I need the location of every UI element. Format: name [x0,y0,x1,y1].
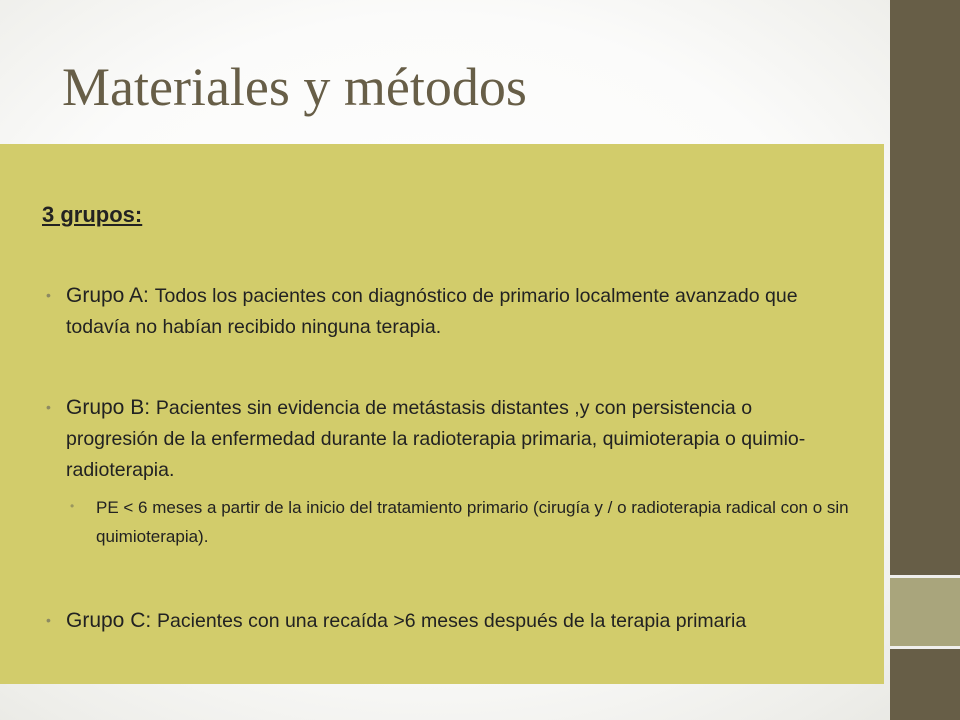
bullet-lead: Grupo A: [66,284,155,307]
bullet-group-a [46,280,846,343]
side-bar-accent-block [890,578,960,646]
side-bar-divider-bottom [890,646,960,649]
sub-bullet-pe [70,493,850,551]
groups-heading: 3 grupos: [42,202,143,227]
bullet-dot-icon: • [46,399,51,415]
bullet-text: Todos los pacientes con diagnóstico de primario localmente avanzado que todavía no habían recibido ninguna terapia. [66,285,798,338]
bullet-group-b [46,392,846,486]
content-panel [0,144,884,684]
bullet-lead: Grupo C: [66,609,158,632]
sub-bullet-text: PE < 6 meses a partir de la inicio del tratamiento primario (cirugía y / o radioterapia radical con o sin quimioterapia). [96,498,849,546]
bullet-dot-icon: • [46,612,51,628]
bullet-group-c [46,605,846,637]
sub-bullet-dot-icon: • [70,499,75,513]
bullet-lead: Grupo B: [66,396,156,419]
bullet-text: Pacientes sin evidencia de metástasis distantes ,y con persistencia o progresión de la enfermedad durante la radioterapia primaria, quimioterapia o quimio-radioterapia. [66,397,806,481]
bullet-text: Pacientes con una recaída >6 meses después de la terapia primaria [157,610,747,632]
slide-title: Materiales y métodos [62,57,527,117]
bullet-dot-icon: • [46,287,51,303]
